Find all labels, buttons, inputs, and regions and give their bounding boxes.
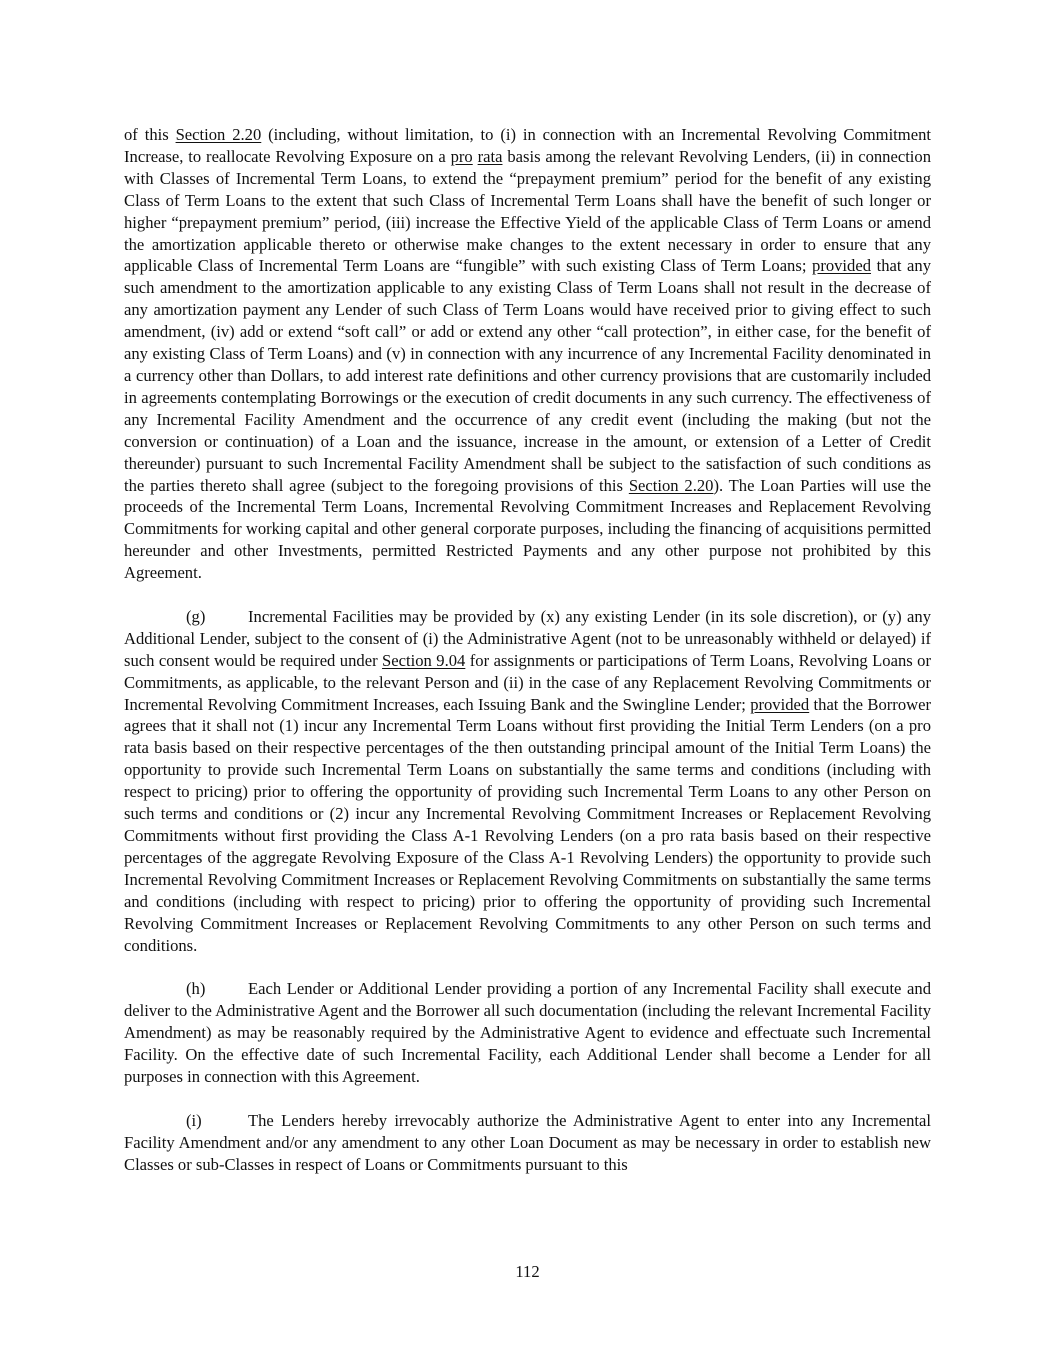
text: that any such amendment to the amortization applicable to any existing Class of Term Loans shall not result in the decrease of any amortization payment any Lender of such Class of Term Loans would have received prior to giving effect to such amendment, (iv) add or extend “soft call” or add or extend any other “call protection”, in either case, for the benefit of any existing Class of Term Loans) and (v) in connection with any incurrence of any Incremental Facility denominated in a currency other than Dollars, to add interest rate definitions and other currency provisions that are customarily included in agreements contemplating Borrowings or the execution of credit documents in any such currency. The effectiveness of any Incremental Facility Amendment and the occurrence of any credit event (including the making (but not the conversion or continuation) of a Loan and the issuance, increase in the amount, or extension of a Letter of Credit thereunder) pursuant to such Incremental Facility Amendment shall be subject to the satisfaction of such conditions as the parties thereto shall agree (subject to the foregoing provisions of this bbox=[124, 256, 932, 495]
term-pro: pro bbox=[450, 146, 473, 166]
document-body bbox=[124, 124, 931, 1175]
text: (including, without limitation, to (i) in connection with an Incremental Revolving Commitment Increase, to reallocate Revolving Exposure on a bbox=[124, 125, 931, 166]
section-reference: Section 9.04 bbox=[382, 650, 466, 670]
term-provided: provided bbox=[812, 256, 872, 276]
paragraph-f-continuation bbox=[124, 124, 931, 584]
text: that the Borrower agrees that it shall not (1) incur any Incremental Term Loans without first providing the Initial Term Lenders (on a pro rata basis based on their respective percentages of the then outstanding principal amount of the Initial Term Loans) the opportunity to provide such Incremental Term Loans on substantially the same terms and conditions (including with respect to pricing) prior to offering the opportunity of providing such Incremental Term Loans to any other Person on such terms and conditions or (2) incur any Incremental Revolving Commitment Increases or Replacement Revolving Commitments without first providing the Class A-1 Revolving Lenders (on a pro rata basis based on their respective percentages of the aggregate Revolving Exposure of the Class A-1 Revolving Lenders) the opportunity to provide such Incremental Revolving Commitment Increases or Replacement Revolving Commitments on substantially the same terms and conditions (including with respect to pricing) prior to offering the opportunity of providing such Incremental Revolving Commitment Increases or Replacement Revolving Commitments to any other Person on such terms and conditions. bbox=[124, 694, 931, 955]
text: Each Lender or Additional Lender providing a portion of any Incremental Facility shall execute and deliver to the Administrative Agent and the Borrower all such documentation (including the relevant Incremental Facility Amendment) as may be reasonably required by the Administrative Agent to evidence and effectuate such Incremental Facility. On the effective date of such Incremental Facility, each Additional Lender shall become a Lender for all purposes in connection with this Agreement. bbox=[124, 979, 931, 1086]
paragraph-label: (i) bbox=[186, 1110, 202, 1130]
paragraph-label: (g) bbox=[186, 606, 206, 626]
text: for assignments or participations of Term Loans, Revolving Loans or Commitments, as applicable, to the relevant Person and (ii) in the case of any Replacement Revolving Commitments or Incremental Revolving Commitment Increases, each Issuing Bank and the Swingline Lender; bbox=[124, 650, 931, 714]
term-rata: rata bbox=[477, 146, 503, 166]
paragraph-label: (h) bbox=[186, 979, 206, 999]
paragraph-h bbox=[124, 978, 931, 1088]
section-reference: Section 2.20 bbox=[175, 125, 262, 144]
page-number: 112 bbox=[515, 1262, 540, 1281]
text: The Lenders hereby irrevocably authorize the Administrative Agent to enter into any Incremental Facility Amendment and/or any amendment to any other Loan Document as may be necessary in order to establish new Classes or sub-Classes in respect of Loans or Commitments pursuant to this bbox=[124, 1110, 931, 1174]
paragraph-i bbox=[124, 1110, 931, 1176]
text: Incremental Facilities may be provided by (x) any existing Lender (in its sole discretion), or (y) any Additional Lender, subject to the consent of (i) the Administrative Agent (not to be unreasonably withheld or delayed) if such consent would be required under bbox=[124, 606, 931, 670]
term-provided: provided bbox=[750, 694, 810, 714]
text: basis among the relevant Revolving Lenders, (ii) in connection with Classes of Incremental Term Loans, to extend the “prepayment premium” period for the benefit of any existing Class of Term Loans to the extent that such Class of Incremental Term Loans shall have the benefit of such longer or higher “prepayment premium” period, (iii) increase the Effective Yield of the applicable Class of Term Loans or amend the amortization applicable thereto or otherwise make changes to the extent necessary in order to ensure that any applicable Class of Incremental Term Loans are “fungible” with such existing Class of Term Loans; bbox=[124, 146, 932, 276]
text: ). The Loan Parties will use the proceeds of the Incremental Term Loans, Incremental Revolving Commitment Increases and Replacement Revolving Commitments for working capital and other general corporate purposes, including the financing of acquisitions permitted hereunder and other Investments, permitted Restricted Payments and any other purpose not prohibited by this Agreement. bbox=[124, 475, 931, 583]
text: of this bbox=[124, 125, 176, 144]
paragraph-g bbox=[124, 606, 931, 957]
section-reference: Section 2.20 bbox=[628, 475, 714, 495]
